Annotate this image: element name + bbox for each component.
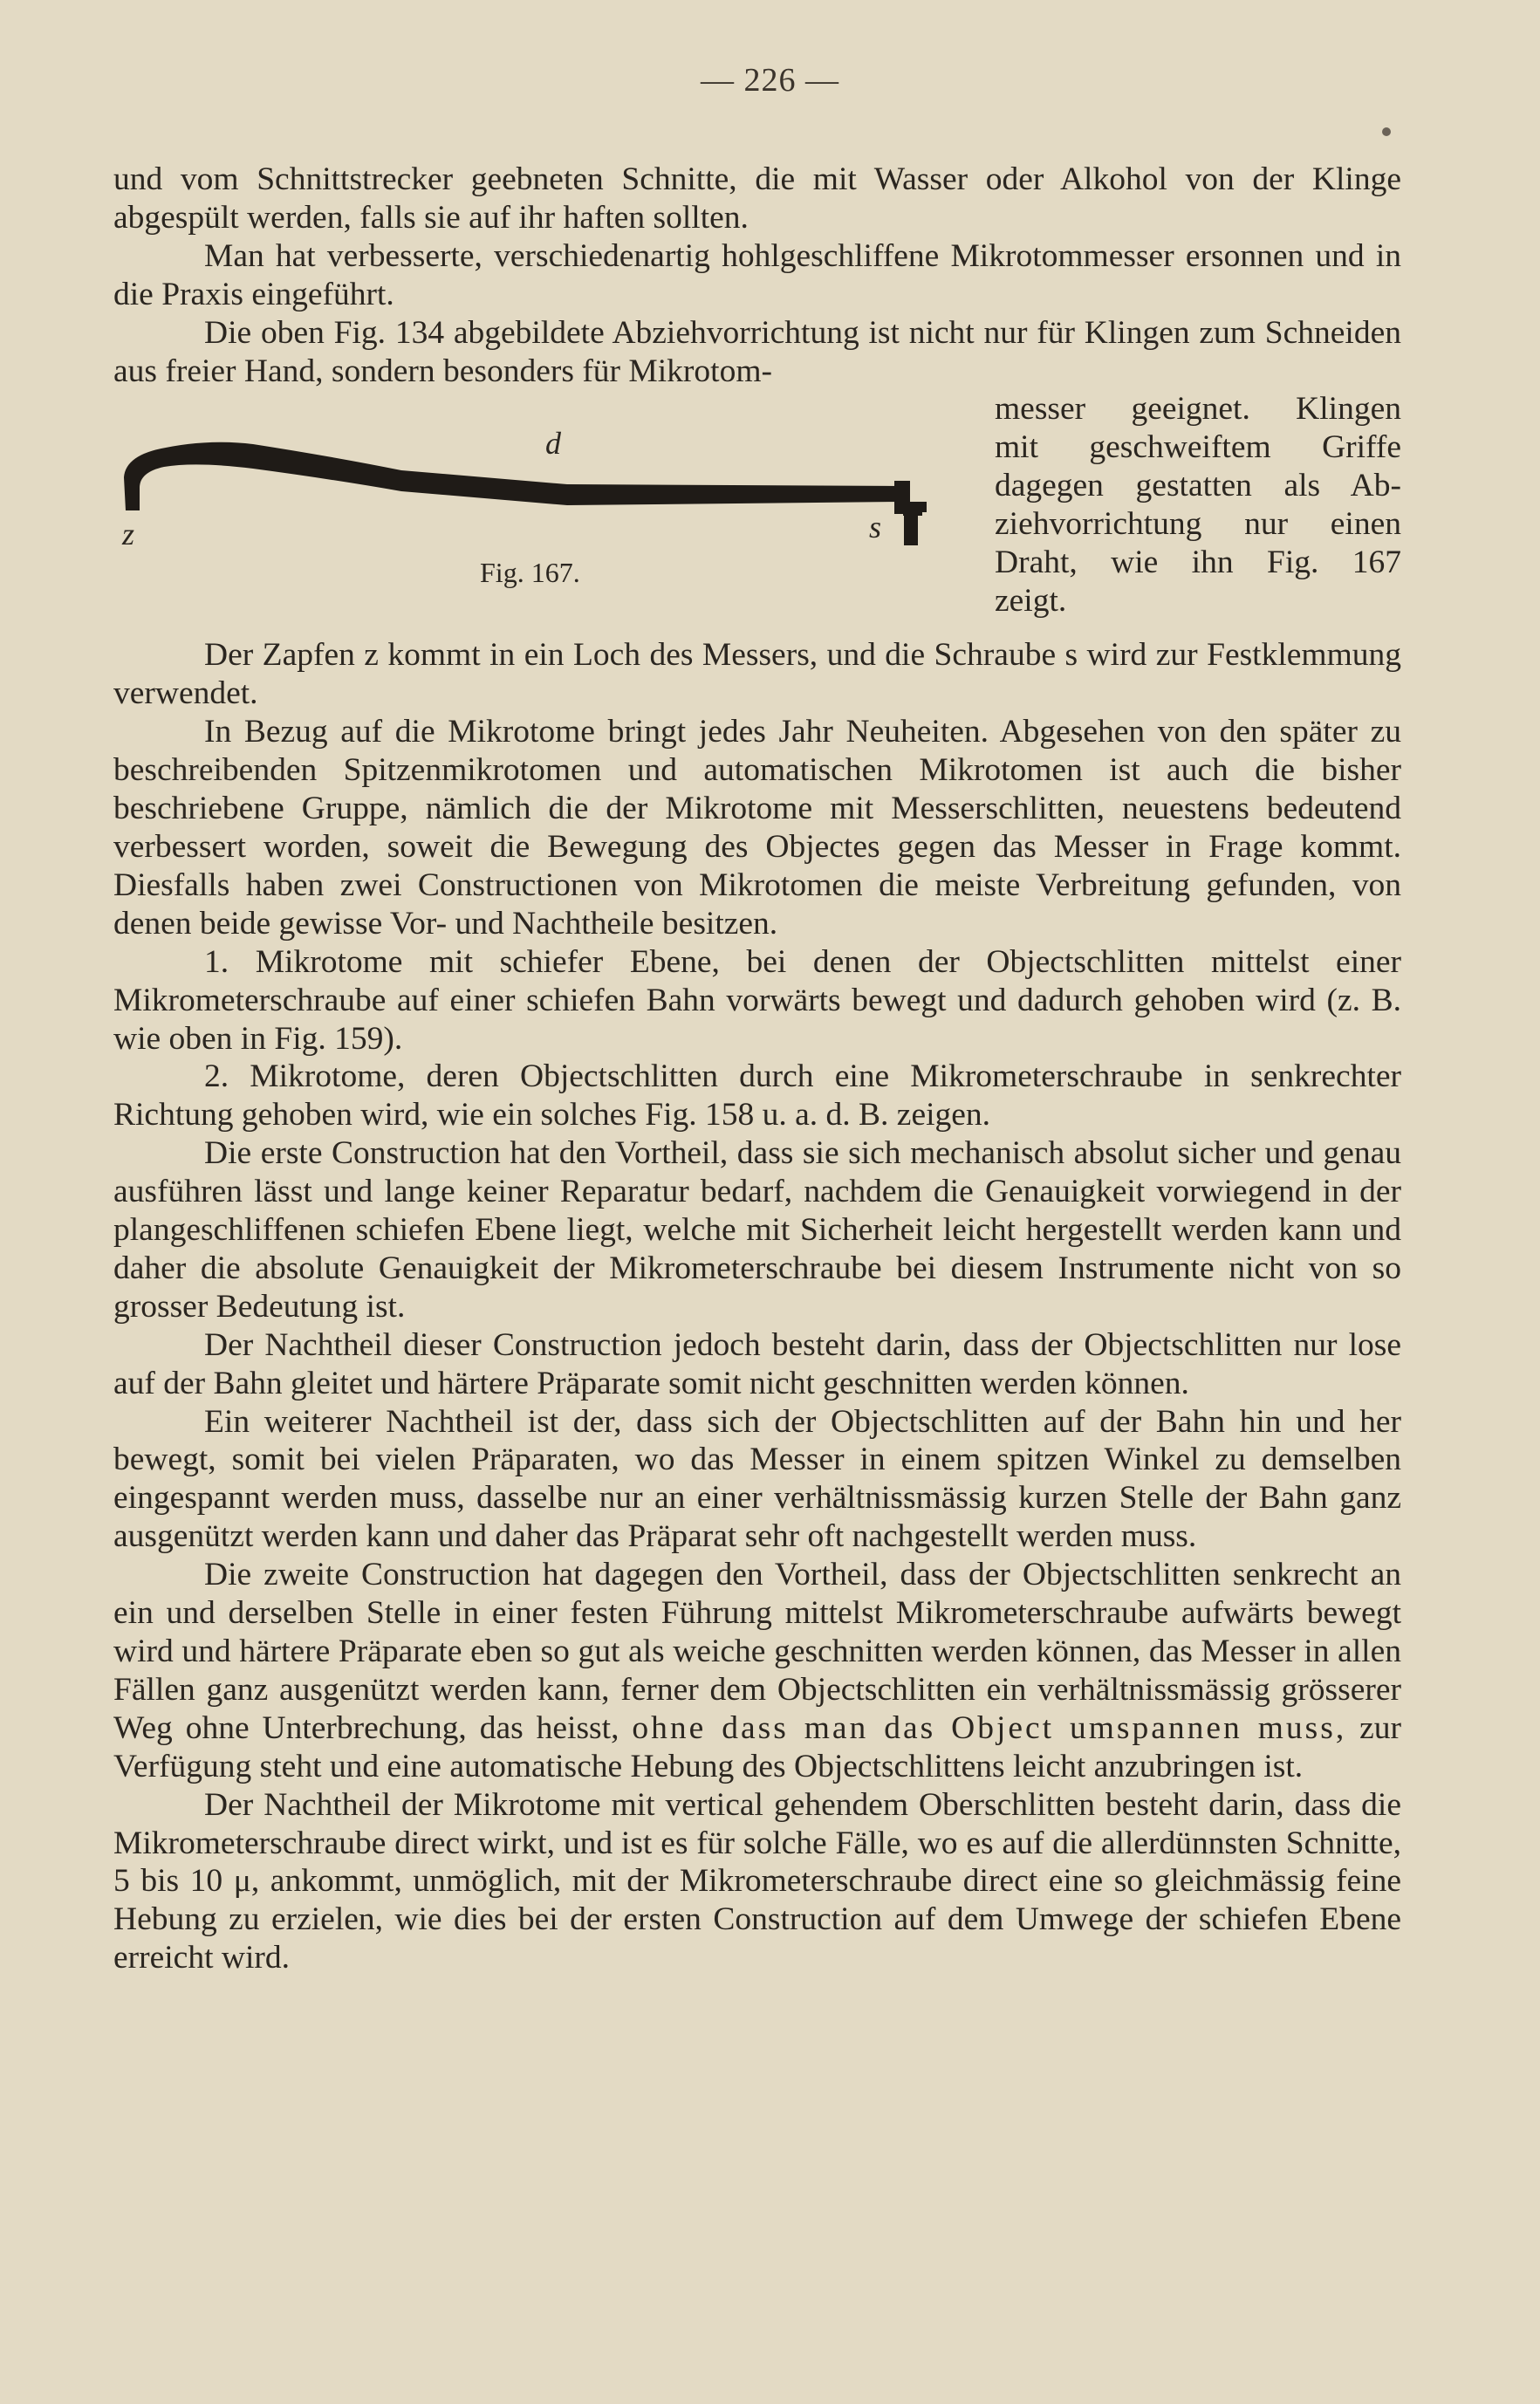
paragraph: Ein weiterer Nachtheil ist der, dass sich der Objectschlitten auf der Bahn hin und her bewegt, somit bei vielen Präparaten, wo das Messer in einem spitzen Winkel zu demselben eingespannt werden muss, dasselbe nur an einer verhältnissmässig kurzen Stelle der Bahn ganz ausgenützt werden kann und daher das Präparat sehr oft nachgestellt werden muss. — [113, 1403, 1401, 1555]
paragraph: Der Nachtheil der Mikrotome mit vertical gehendem Oberschlitten besteht darin, dass die Mikrometerschraube direct wirkt, und ist es für solche Fälle, wo es auf die allerdünnsten Schnitte, 5 bis 10 μ, ankommt, unmöglich, mit der Mikrometerschraube direct eine so gleichmässig feine Hebung zu erzielen, wie dies bei der ersten Construction auf dem Umwege der schiefen Ebene erreicht wird. — [113, 1786, 1401, 1976]
label-s: s — [869, 510, 882, 545]
side-line: zeigt. — [995, 582, 1067, 619]
side-line: Draht, wie ihn Fig. 167 — [995, 544, 1401, 581]
label-d: d — [545, 426, 561, 462]
emphasis-spaced: ohne dass man das Object umspannen muss, — [632, 1709, 1347, 1746]
side-line: messer geeignet. Klingen — [995, 391, 1401, 428]
body-text — [113, 161, 1401, 1977]
ink-speck — [1382, 127, 1391, 136]
side-line: ziehvorrichtung nur einen — [995, 506, 1401, 543]
paragraph: und vom Schnittstrecker geebneten Schnitte, die mit Wasser oder Alkohol von der Klinge abgespült werden, falls sie auf ihr haften sollten. — [113, 161, 1401, 236]
label-z: z — [122, 517, 135, 552]
figure-caption: Fig. 167. — [480, 557, 580, 589]
paragraph: Der Nachtheil dieser Construction jedoch besteht darin, dass der Objectschlitten nur lose auf der Bahn gleitet und härtere Präparate somit nicht geschnitten werden können. — [113, 1326, 1401, 1401]
paragraph: Man hat verbesserte, verschiedenartig hohlgeschliffene Mikrotommesser ersonnen und in die Praxis eingeführt. — [113, 237, 1401, 312]
side-line: mit geschweiftem Griffe — [995, 429, 1401, 466]
page-number: — 226 — — [701, 62, 839, 99]
paragraph-part: Die zweite Construction hat dagegen den Vortheil, dass der Objectschlitten senkrecht an ein und derselben Stelle in einer festen Führung mittelst Mikrometerschraube aufwärts bewegt wird und härtere Präparate eben so gut als weiche geschnitten werden können, das Messer in allen Fällen ganz ausgenützt werden kann, ferner dem Objectschlitten ein verhältnissmässig grösserer Weg ohne Unterbrechung, das heisst, — [113, 1557, 1401, 1746]
strop-wire-illustration — [113, 404, 973, 579]
paragraph: Die oben Fig. 134 abgebildete Abziehvorrichtung ist nicht nur für Klingen zum Schneiden aus freier Hand, sondern besonders für Mikrotom- — [113, 314, 1401, 389]
paragraph: In Bezug auf die Mikrotome bringt jedes Jahr Neuheiten. Abgesehen von den später zu beschreibenden Spitzenmikrotomen und automatischen Mikrotomen ist auch die bisher beschriebene Gruppe, nämlich die der Mikrotome mit Messerschlitten, neuestens bedeutend verbessert worden, soweit die Bewegung des Objectes gegen das Messer in Frage kommt. Diesfalls haben zwei Constructionen von Mikrotomen die meiste Verbreitung gefunden, von denen beide gewisse Vor- und Nachtheile besitzen. — [113, 714, 1401, 942]
paragraph: 1. Mikrotome mit schiefer Ebene, bei denen der Objectschlitten mittelst einer Mikrometerschraube auf einer schiefen Bahn vorwärts bewegt und dadurch gehoben wird (z. B. wie oben in Fig. 159). — [113, 943, 1401, 1057]
figure-side-text — [995, 390, 1401, 620]
paragraph: Die erste Construction hat den Vortheil, dass sie sich mechanisch absolut sicher und genau ausführen lässt und lange keiner Reparatur bedarf, nachdem die Genauigkeit vorwiegend in der plangeschliffenen schiefen Ebene liegt, welche mit Sicherheit leicht hergestellt werden kann und daher die absolute Genauigkeit der Mikrometerschraube bei diesem Instrumente nicht von so grosser Bedeutung ist. — [113, 1135, 1401, 1325]
paragraph-part: zur Verfügung steht und eine automatische Hebung des Objectschlittens leicht anzubringen ist. — [113, 1709, 1402, 1784]
side-line: dagegen gestatten als Ab- — [995, 468, 1401, 504]
paragraph — [113, 1556, 1401, 1785]
figure-167 — [113, 404, 973, 636]
paragraph: Der Zapfen z kommt in ein Loch des Messers, und die Schraube s wird zur Festklemmung verwendet. — [113, 637, 1401, 712]
figure-block — [113, 390, 1401, 636]
paragraph: 2. Mikrotome, deren Objectschlitten durch eine Mikrometerschraube in senkrechter Richtung gehoben wird, wie ein solches Fig. 158 u. a. d. B. zeigen. — [113, 1058, 1401, 1134]
